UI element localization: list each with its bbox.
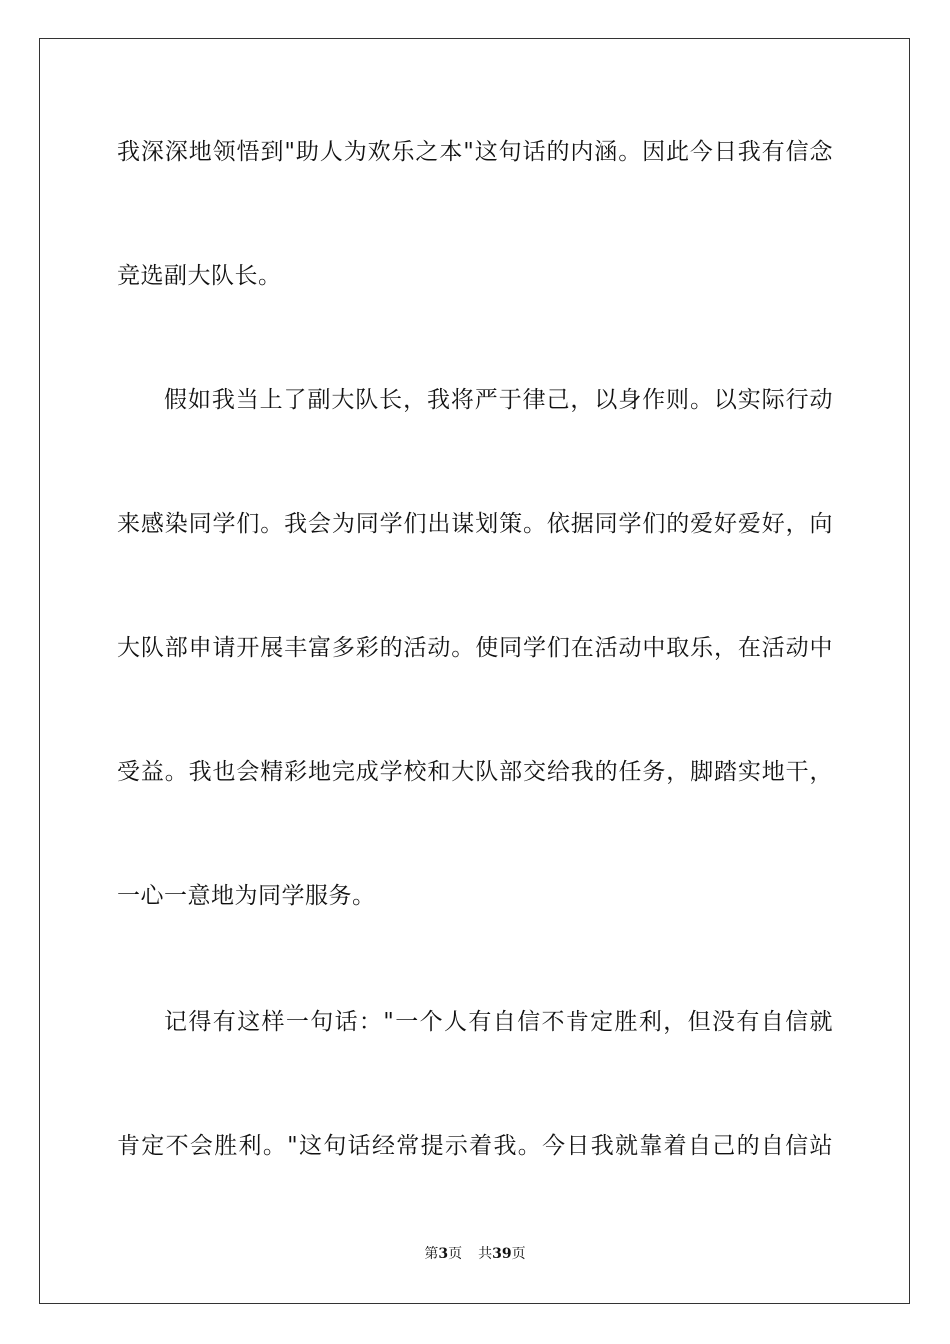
text-line-5: 大队部申请开展丰富多彩的活动。使同学们在活动中取乐，在活动中 bbox=[117, 635, 833, 661]
page-indicator bbox=[424, 1246, 462, 1262]
total-prefix: 共 bbox=[478, 1246, 493, 1262]
total-pages: 39 bbox=[492, 1246, 512, 1262]
page-number: 3 bbox=[438, 1246, 449, 1262]
page-footer bbox=[0, 1244, 950, 1264]
text-line-1: 我深深地领悟到"助人为欢乐之本"这句话的内涵。因此今日我有信念 bbox=[117, 139, 833, 165]
page-prefix: 第 bbox=[424, 1246, 439, 1262]
text-line-2: 竞选副大队长。 bbox=[117, 263, 282, 289]
text-line-4: 来感染同学们。我会为同学们出谋划策。依据同学们的爱好爱好，向 bbox=[117, 511, 833, 537]
total-indicator bbox=[478, 1246, 525, 1262]
page-suffix: 页 bbox=[448, 1246, 463, 1262]
text-line-7: 一心一意地为同学服务。 bbox=[117, 883, 376, 909]
text-line-8: 记得有这样一句话："一个人有自信不肯定胜利，但没有自信就 bbox=[164, 1009, 833, 1035]
text-line-9: 肯定不会胜利。"这句话经常提示着我。今日我就靠着自己的自信站 bbox=[117, 1133, 833, 1159]
text-line-3: 假如我当上了副大队长，我将严于律己，以身作则。以实际行动 bbox=[164, 387, 833, 413]
page-frame bbox=[39, 38, 910, 1304]
total-suffix: 页 bbox=[511, 1246, 526, 1262]
text-line-6: 受益。我也会精彩地完成学校和大队部交给我的任务，脚踏实地干， bbox=[117, 759, 833, 785]
